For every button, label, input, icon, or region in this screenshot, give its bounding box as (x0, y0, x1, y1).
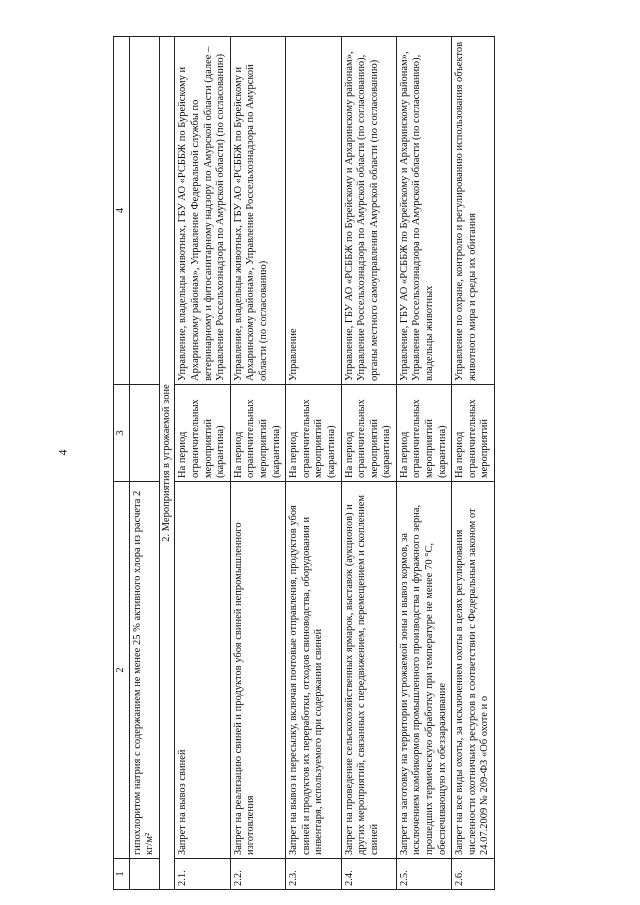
measure-text: Запрет на вывоз свиней (175, 482, 230, 859)
measure-text: Запрет на вывоз и пересылку, включая почтовые отправления, продуктов убоя свиней и продуктов их переработки, отходов свиноводства, оборудования и инвентаря, используемого при содержании свиней (286, 482, 341, 859)
carryover-row (129, 37, 159, 890)
responsible-text: Управление, ГБУ АО «РСББЖ по Бурейскому и Архаринскому районам», Управление Россельхознадзора по Амурской области (по согласованию), владельцы животных (396, 37, 451, 385)
row-number: 2.5. (396, 859, 451, 890)
row-number: 2.1. (175, 859, 230, 890)
section-row (159, 37, 175, 890)
column-number: 1 (114, 859, 130, 890)
responsible-text: Управление, владельцы животных, ГБУ АО «РСББЖ по Бурейскому и Архаринскому районам», Управление Россельхознадзора по Амурской области (по согласованию) (230, 37, 285, 385)
table-row (230, 37, 285, 890)
period-text: На период ограничительных мероприятий (карантина) (230, 385, 285, 482)
row-number: 2.3. (286, 859, 341, 890)
responsible-text: Управление, владельцы животных, ГБУ АО «РСББЖ по Бурейскому и Архаринскому районам», Управление Федеральной службы по ветеринарному и фитосанитарному надзору по Амурской области (далее – Управление Россельхознадзора по Амурской области) (по согласованию) (175, 37, 230, 385)
table-cell (129, 37, 159, 385)
period-text: На период ограничительных мероприятий (452, 385, 495, 482)
column-number-row (114, 37, 130, 890)
column-number: 2 (114, 482, 130, 859)
responsible-text: Управление (286, 37, 341, 385)
measure-text: Запрет на реализацию свиней и продуктов убоя свиней непромышленного изготовления (230, 482, 285, 859)
table-row (341, 37, 396, 890)
column-number: 4 (114, 37, 130, 385)
period-text: На период ограничительных мероприятий (карантина) (286, 385, 341, 482)
column-number: 3 (114, 385, 130, 482)
table-row (286, 37, 341, 890)
table-row (175, 37, 230, 890)
table-cell (129, 859, 159, 890)
period-text: На период ограничительных мероприятий (карантина) (341, 385, 396, 482)
measure-text: Запрет на заготовку на территории угрожаемой зоны и вывоз кормов, за исключением комбикормов промышленного производства и фуражного зерна, прошедших термическую обработку при температуре не менее 70 °С, обеспечивающую их обеззараживание (396, 482, 451, 859)
section-title: 2. Мероприятия в угрожаемой зоне (159, 37, 175, 890)
responsible-text: Управление по охране, контролю и регулированию использования объектов животного мира и среды их обитания (452, 37, 495, 385)
responsible-text: Управление, ГБУ АО «РСББЖ по Бурейскому и Архаринскому районам», Управление Россельхознадзора по Амурской области (по согласованию), органы местного самоуправления Амурской области (по согласованию) (341, 37, 396, 385)
table-row (452, 37, 495, 890)
carryover-text: гипохлоритом натрия с содержанием не менее 25 % активного хлора из расчета 2 кг/м² (129, 482, 159, 859)
table-row (396, 37, 451, 890)
measures-table (113, 36, 495, 890)
table-cell (129, 385, 159, 482)
row-number: 2.2. (230, 859, 285, 890)
row-number: 2.4. (341, 859, 396, 890)
period-text: На период ограничительных мероприятий (карантина) (175, 385, 230, 482)
page-number: 4 (55, 449, 70, 456)
row-number: 2.6. (452, 859, 495, 890)
measure-text: Запрет на все виды охоты, за исключением охоты в целях регулирования численности охотничьих ресурсов в соответствии с Федеральным законом от 24.07.2009 № 209-ФЗ «Об охоте и о (452, 482, 495, 859)
measure-text: Запрет на проведение сельскохозяйственных ярмарок, выставок (аукционов) и других мероприятий, связанных с передвижением, перемещением и скоплением свиней (341, 482, 396, 859)
period-text: На период ограничительных мероприятий (карантина) (396, 385, 451, 482)
